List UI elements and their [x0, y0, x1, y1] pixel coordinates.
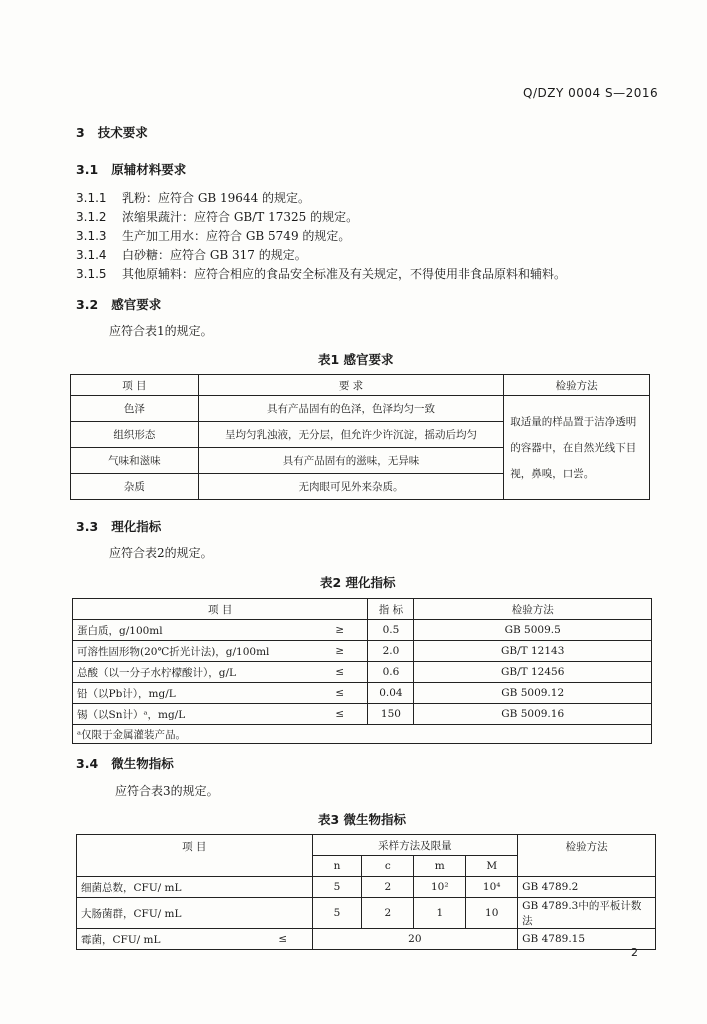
table-cell: 2: [362, 877, 414, 898]
table-row: [77, 898, 656, 929]
clause-3-1-2: [76, 208, 358, 225]
section-title: 微生物指标: [111, 756, 174, 771]
table-cell: 5: [312, 898, 362, 929]
table1-sensory: [70, 374, 650, 500]
table-cell: GB/T 12456: [414, 662, 652, 683]
table-cell: GB 4789.15: [518, 929, 656, 950]
clause-text: 其他原辅料：应符合相应的食品安全标准及有关规定，不得使用非食品原料和辅料。: [122, 267, 567, 281]
clause-number: 3.1.4: [76, 248, 107, 262]
table-cell: GB/T 12143: [414, 641, 652, 662]
table-header-cell: 检验方法: [518, 835, 656, 877]
section-number: 3.2: [76, 297, 99, 312]
table-header-cell: 项 目: [77, 835, 313, 877]
clause-3-1-4: [76, 246, 307, 263]
table-note-row: [73, 725, 652, 744]
section-title: 技术要求: [97, 125, 148, 140]
table-row: [77, 877, 656, 898]
clause-text: 浓缩果蔬汁：应符合 GB/T 17325 的规定。: [122, 210, 359, 224]
table-footnote: ᵃ仅限于金属灌装产品。: [73, 725, 652, 744]
table-cell: 2: [362, 898, 414, 929]
table-header-cell: 项 目: [71, 375, 199, 396]
table-cell: ≤: [312, 704, 368, 725]
table-cell-method: 取适量的样品置于洁净透明的容器中，在自然光线下目视，鼻嗅，口尝。: [504, 396, 650, 500]
section-number: 3: [76, 125, 85, 140]
table-cell: 0.04: [368, 683, 414, 704]
section-title: 原辅材料要求: [111, 162, 187, 177]
table-subheader-cell: M: [466, 856, 518, 877]
table-cell: 气味和滋味: [71, 448, 199, 474]
table-cell: 无肉眼可见外来杂质。: [198, 474, 503, 500]
table-row: [73, 683, 652, 704]
table-cell: 杂质: [71, 474, 199, 500]
clause-number: 3.1.1: [76, 191, 107, 205]
page-number: 2: [631, 946, 638, 959]
section-3-3-heading: [76, 517, 161, 535]
table-header-cell: 指 标: [368, 599, 414, 620]
table-header-cell: 检验方法: [504, 375, 650, 396]
clause-3-1-1: [76, 189, 310, 206]
table-header-cell: 采样方法及限量: [312, 835, 518, 856]
table-subheader-cell: m: [414, 856, 466, 877]
table-cell: ≥: [312, 641, 368, 662]
doc-standard-number: Q/DZY 0004 S—2016: [523, 86, 659, 100]
table-cell: 色泽: [71, 396, 199, 422]
table-cell: 细菌总数，CFU/ mL: [77, 877, 313, 898]
table-header-cell: 项 目: [73, 599, 368, 620]
table-cell: 大肠菌群，CFU/ mL: [77, 898, 313, 929]
section-3-3-text: 应符合表2的规定。: [109, 546, 213, 560]
table-cell: 10⁴: [466, 877, 518, 898]
table-cell: 呈均匀乳浊液，无分层，但允许少许沉淀，摇动后均匀: [198, 422, 503, 448]
table-row: [77, 929, 656, 950]
table-cell: 20: [312, 929, 518, 950]
clause-3-1-3: [76, 227, 350, 244]
table-cell: 2.0: [368, 641, 414, 662]
table-cell: GB 5009.5: [414, 620, 652, 641]
clause-3-1-5: [76, 265, 566, 282]
table-subheader-cell: c: [362, 856, 414, 877]
table-cell: ≤: [312, 683, 368, 704]
table-cell: 组织形态: [71, 422, 199, 448]
table-cell: 可溶性固形物(20℃折光计法)，g/100ml: [73, 641, 313, 662]
table-cell: 具有产品固有的滋味，无异味: [198, 448, 503, 474]
table-cell: 1: [414, 898, 466, 929]
table-cell: ≤: [312, 662, 368, 683]
table-cell: GB 5009.16: [414, 704, 652, 725]
section-3-heading: [76, 123, 148, 141]
table2-caption: 表2 理化指标: [320, 575, 396, 590]
table-row: [73, 641, 652, 662]
table3-caption: 表3 微生物指标: [318, 812, 407, 827]
table-cell: GB 4789.2: [518, 877, 656, 898]
section-3-4-text: 应符合表3的规定。: [115, 784, 219, 798]
table-cell: 锡（以Sn计）ᵃ，mg/L: [73, 704, 313, 725]
section-3-2-text: 应符合表1的规定。: [109, 324, 213, 338]
table-header-row: [73, 599, 652, 620]
clause-number: 3.1.5: [76, 267, 107, 281]
table-cell: 10²: [414, 877, 466, 898]
section-title: 理化指标: [111, 519, 162, 534]
table-cell: GB 4789.3中的平板计数法: [518, 898, 656, 929]
clause-number: 3.1.2: [76, 210, 107, 224]
table2-physicochemical: [72, 598, 652, 744]
table-cell: 5: [312, 877, 362, 898]
table-header-row: [77, 835, 656, 856]
table-row: [71, 396, 650, 422]
table-cell: 蛋白质，g/100ml: [73, 620, 313, 641]
table-cell: 总酸（以一分子水柠檬酸计），g/L: [73, 662, 313, 683]
table-row: [73, 620, 652, 641]
table-cell: 铅（以Pb计），mg/L: [73, 683, 313, 704]
table-cell: 0.5: [368, 620, 414, 641]
table-cell: ≤: [254, 929, 312, 950]
table-subheader-cell: n: [312, 856, 362, 877]
section-3-1-heading: [76, 160, 186, 178]
section-number: 3.3: [76, 519, 99, 534]
table-cell: 具有产品固有的色泽，色泽均匀一致: [198, 396, 503, 422]
table1-caption: 表1 感官要求: [318, 352, 394, 367]
table-header-row: [71, 375, 650, 396]
table-cell: 150: [368, 704, 414, 725]
table-header-cell: 要 求: [198, 375, 503, 396]
table-row: [73, 662, 652, 683]
table-row: [73, 704, 652, 725]
clause-text: 生产加工用水：应符合 GB 5749 的规定。: [122, 229, 351, 243]
table-cell: ≥: [312, 620, 368, 641]
section-title: 感官要求: [111, 297, 162, 312]
clause-number: 3.1.3: [76, 229, 107, 243]
table3-microbial: [76, 834, 656, 950]
section-number: 3.1: [76, 162, 99, 177]
section-number: 3.4: [76, 756, 99, 771]
table-cell: 霉菌，CFU/ mL: [77, 929, 255, 950]
clause-text: 白砂糖：应符合 GB 317 的规定。: [122, 248, 307, 262]
table-cell: 10: [466, 898, 518, 929]
section-3-2-heading: [76, 295, 161, 313]
clause-text: 乳粉：应符合 GB 19644 的规定。: [122, 191, 311, 205]
section-3-4-heading: [76, 754, 174, 772]
table-cell: GB 5009.12: [414, 683, 652, 704]
table-cell: 0.6: [368, 662, 414, 683]
table-header-cell: 检验方法: [414, 599, 652, 620]
